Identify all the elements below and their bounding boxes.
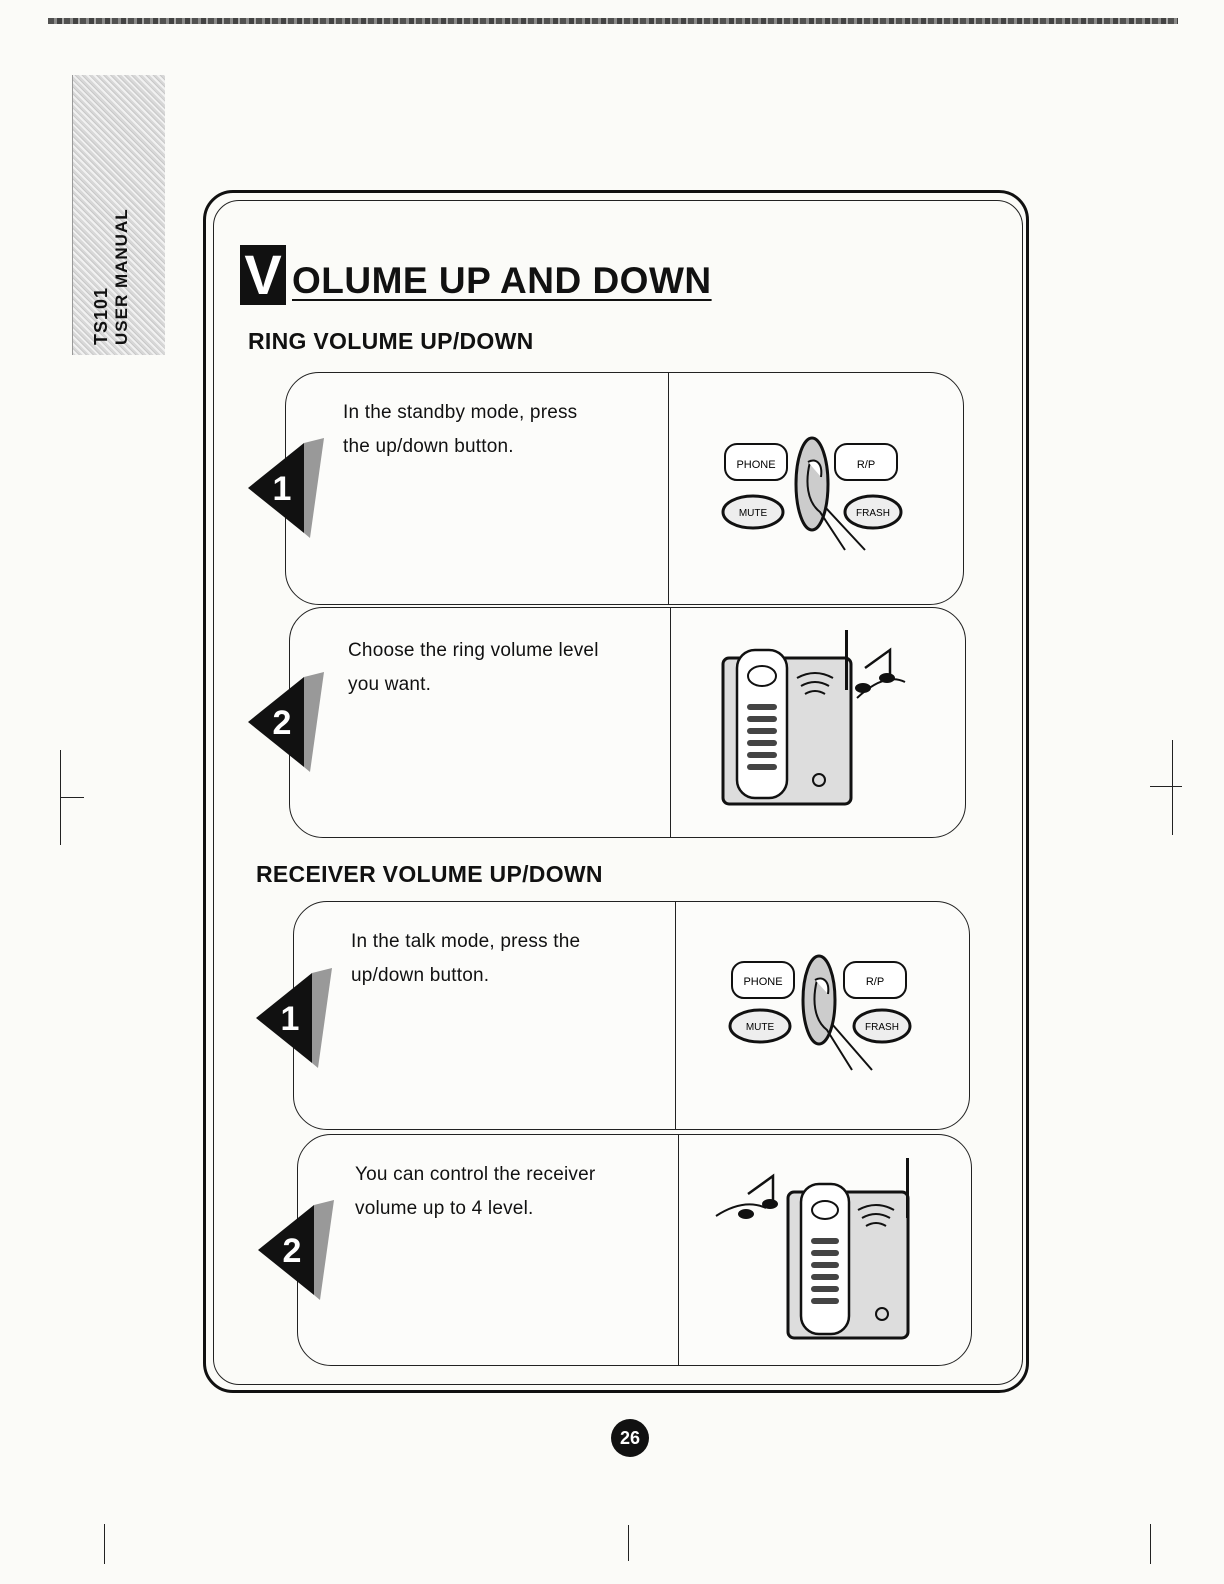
phone-base-illustration [715,628,925,808]
title-initial: V [240,245,286,305]
step-number-badge [252,968,342,1098]
handset-keypad-illustration [722,952,917,1072]
step-number: 2 [272,704,292,742]
step-number-badge [244,672,334,802]
key-mute-label: MUTE [745,1022,775,1033]
step-divider [668,373,669,604]
side-tab [72,75,165,355]
side-tab-manual: USER MANUAL [112,208,131,345]
registration-mark-right-h [1150,786,1182,787]
key-rp-label: R/P [856,459,876,471]
key-mute-label: MUTE [738,508,768,519]
phone-base-illustration [708,1154,923,1344]
step-text: You can control the receiver volume up to 4 level. [355,1164,596,1219]
step-text: Choose the ring volume level you want. [348,640,599,695]
key-phone-label: PHONE [743,976,783,988]
step-number: 1 [280,1000,300,1038]
registration-mark-left-h [60,797,84,798]
registration-mark-right [1172,740,1173,835]
key-rp-label: R/P [865,976,885,988]
key-flash-label: FRASH [856,508,890,519]
key-phone-label: PHONE [736,459,776,471]
step-text: In the standby mode, press the up/down button. [343,402,578,457]
section-heading-ring: RING VOLUME UP/DOWN [248,328,534,354]
step-number-badge [244,438,334,568]
registration-mark-bottom-left [104,1524,105,1564]
section-heading-receiver: RECEIVER VOLUME UP/DOWN [256,861,603,887]
page-title [240,245,712,305]
step-number: 2 [282,1232,302,1270]
step-divider [675,902,676,1129]
step-text: In the talk mode, press the up/down button. [351,931,581,986]
top-print-bar [48,18,1178,24]
side-tab-model: TS101 [91,286,111,345]
registration-mark-bottom-right [1150,1524,1151,1564]
step-number-badge [254,1200,344,1330]
key-flash-label: FRASH [865,1022,899,1033]
registration-mark-bottom-center [628,1525,629,1561]
step-divider [678,1135,679,1365]
step-divider [670,608,671,837]
title-text: OLUME UP AND DOWN [292,260,712,301]
step-number: 1 [272,470,292,508]
page-number: 26 [611,1419,649,1457]
handset-keypad-illustration [715,432,910,552]
